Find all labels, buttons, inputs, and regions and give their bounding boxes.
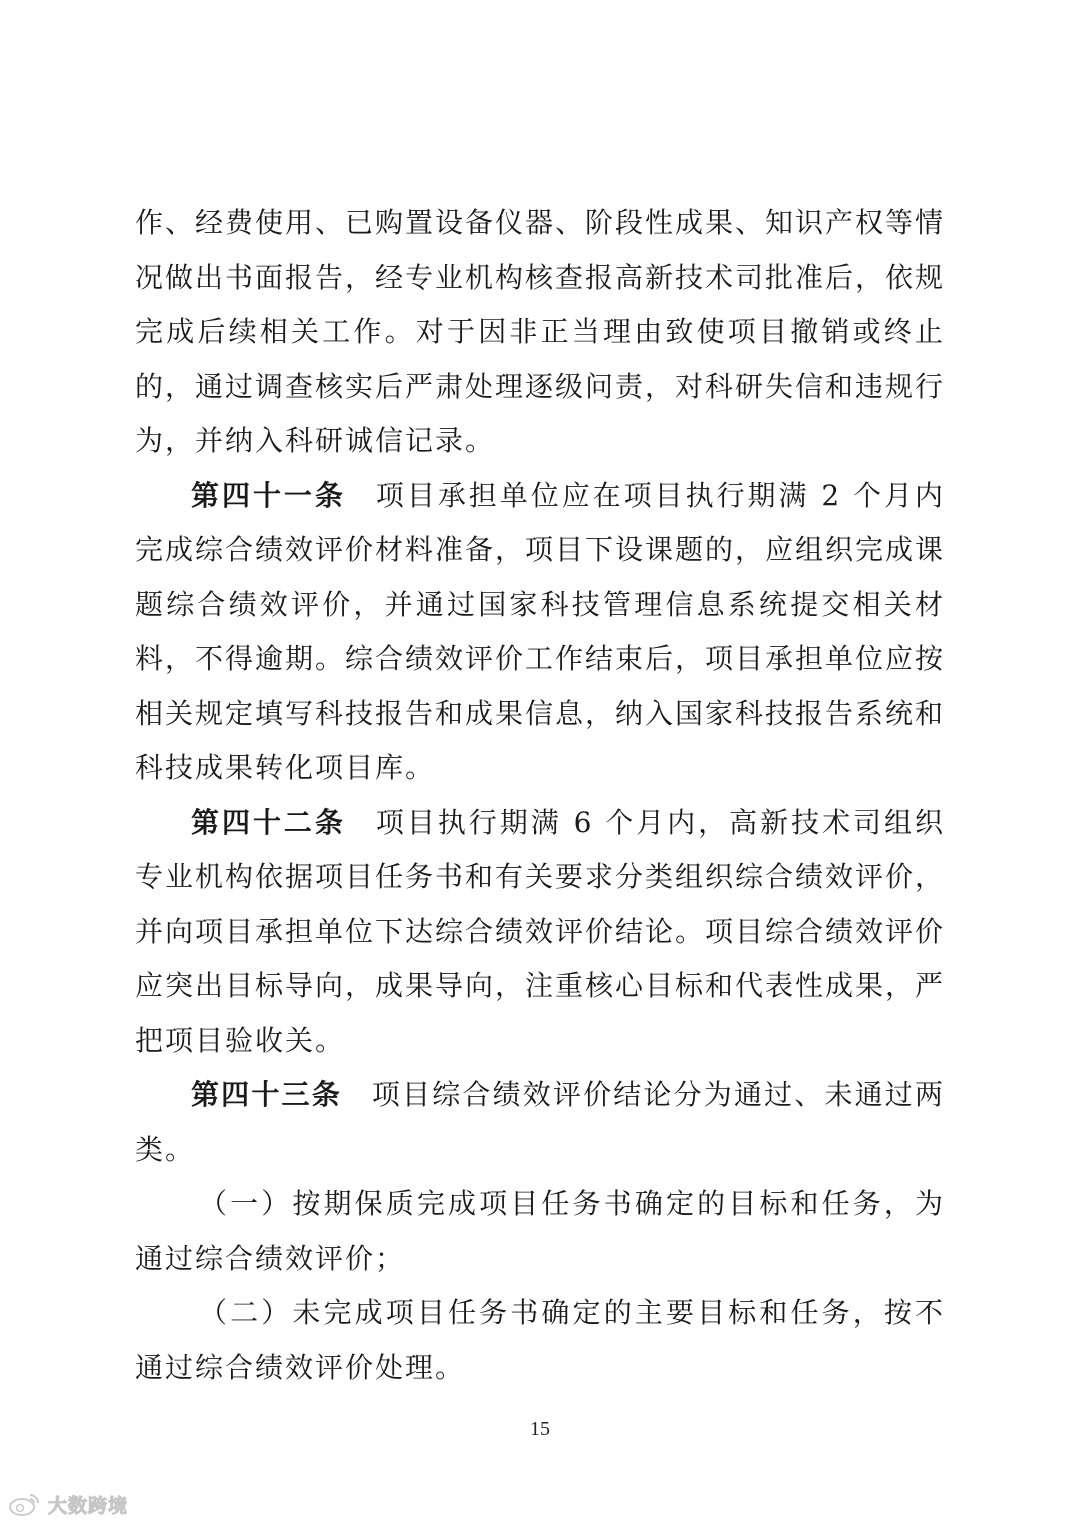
article-41-text: 项目承担单位应在项目执行期满 2 个月内完成综合绩效评价材料准备，项目下设课题的，应组织完成课题综合绩效评价，并通过国家科技管理信息系统提交相关材料，不得逾期。综合绩效评价工作结束后，项目承担单位应按相关规定填写科技报告和成果信息，纳入国家科技报告系统和科技成果转化项目库。 xyxy=(135,478,946,784)
list-item-1: （一）按期保质完成项目任务书确定的目标和任务，为通过综合绩效评价； xyxy=(135,1187,945,1275)
weibo-logo-icon xyxy=(8,1491,42,1517)
article-42-title: 第四十二条 xyxy=(191,805,346,839)
list-item-2: （二）未完成项目任务书确定的主要目标和任务，按不通过综合绩效评价处理。 xyxy=(135,1296,945,1384)
article-42 xyxy=(135,796,945,1069)
document-body xyxy=(135,196,945,1395)
article-42-text: 项目执行期满 6 个月内，高新技术司组织专业机构依据项目任务书和有关要求分类组织综合绩效评价，并向项目承担单位下达综合绩效评价结论。项目综合绩效评价应突出目标导向，成果导向，注重核心目标和代表性成果，严把项目验收关。 xyxy=(135,805,946,1057)
article-41 xyxy=(135,469,945,796)
article-43-text: 项目综合绩效评价结论分为通过、未通过两类。 xyxy=(135,1078,945,1166)
article-41-title: 第四十一条 xyxy=(191,478,346,512)
article-43-title: 第四十三条 xyxy=(191,1078,342,1111)
paragraph-continuation: 作、经费使用、已购置设备仪器、阶段性成果、知识产权等情况做出书面报告，经专业机构核查报高新技术司批准后，依规完成后续相关工作。对于因非正当理由致使项目撤销或终止的，通过调查核实后严肃处理逐级问责，对科研失信和违规行为，并纳入科研诚信记录。 xyxy=(135,206,946,457)
page-number: 15 xyxy=(530,1418,550,1440)
article-43 xyxy=(135,1068,945,1177)
watermark-text: 大数跨境 xyxy=(48,1494,129,1517)
watermark xyxy=(8,1488,128,1520)
